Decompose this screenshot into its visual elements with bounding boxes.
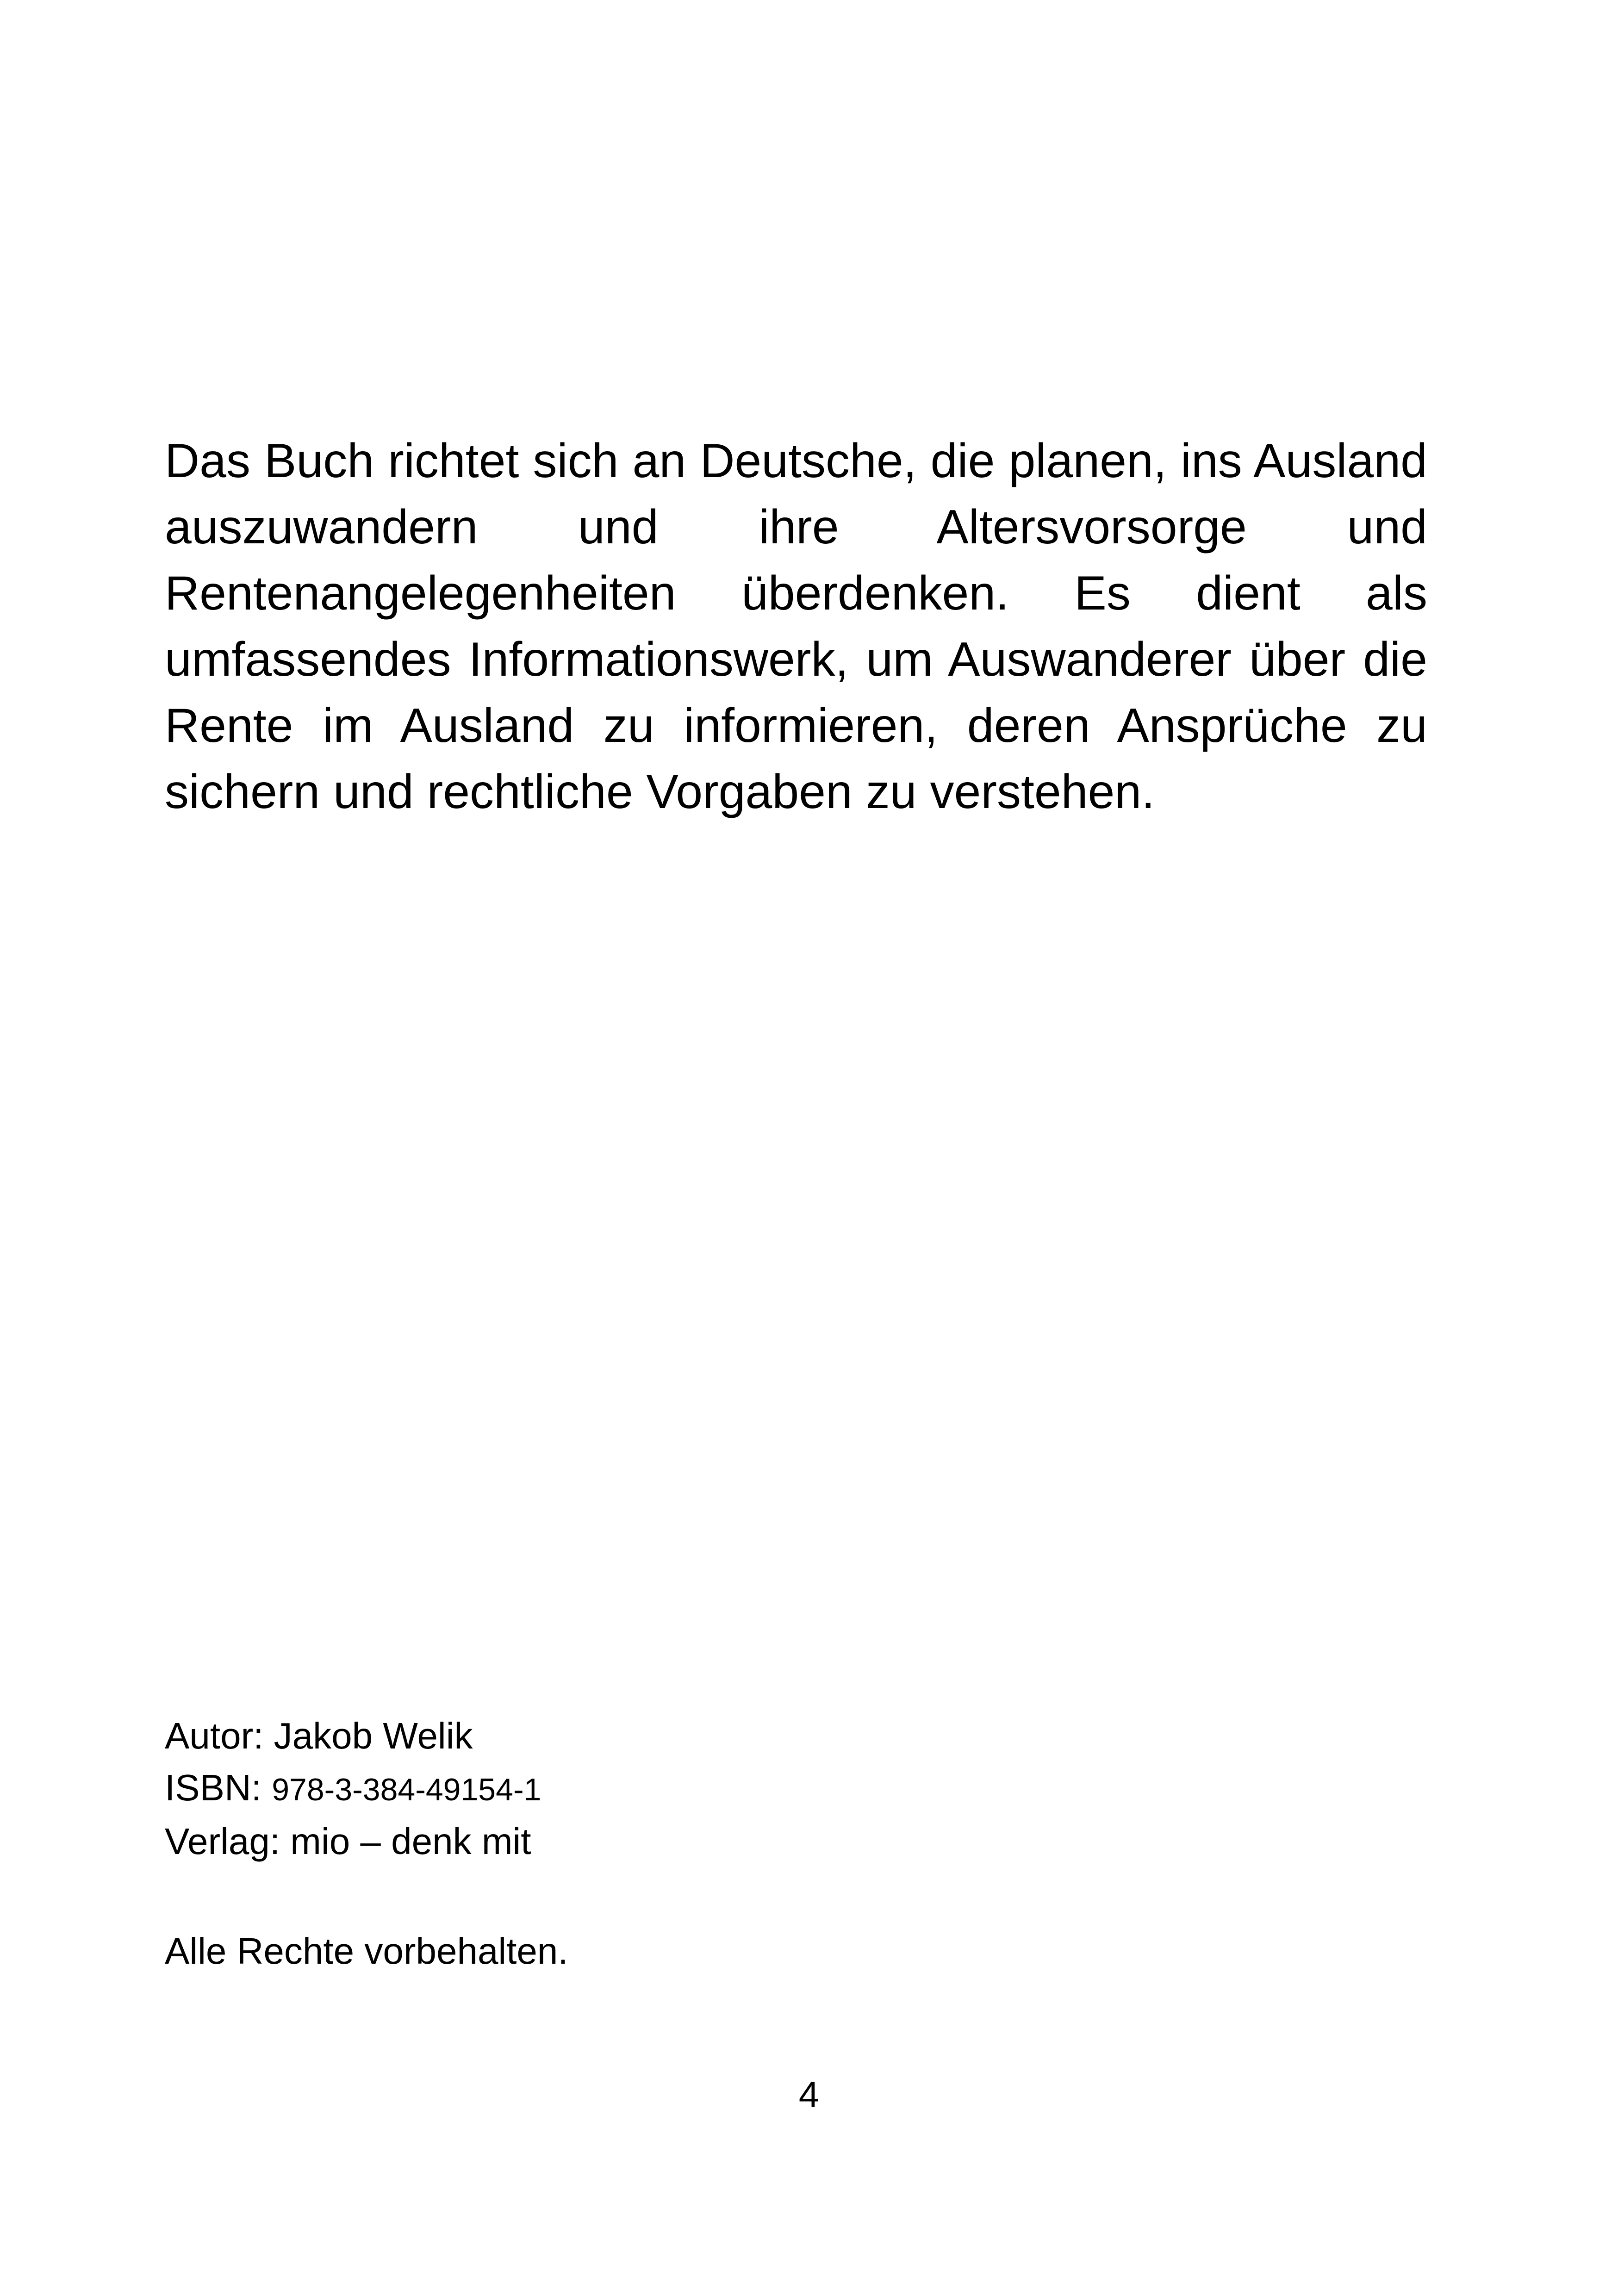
author-value: Jakob Welik [274,1715,473,1756]
publisher-label: Verlag: [165,1821,280,1862]
isbn-value: 978-3-384-49154-1 [272,1772,541,1807]
page-number: 4 [798,2074,820,2115]
author-label: Autor: [165,1715,264,1756]
publisher-value: mio – denk mit [290,1821,531,1862]
imprint-block [165,1710,1183,1867]
publisher-line [165,1816,1183,1867]
isbn-line [165,1762,1183,1816]
rights-notice: Alle Rechte vorbehalten. [165,1930,568,1972]
book-description: Das Buch richtet sich an Deutsche, die planen, ins Ausland auszuwandern und ihre Altersvorsorge und Rentenangelegenheiten überdenken. Es dient als umfassendes Informationswerk, um Auswanderer über die Rente im Ausland zu informieren, deren Ansprüche zu sichern und rechtliche Vorgaben zu verstehen. [165,434,1427,819]
isbn-label: ISBN: [165,1767,261,1808]
author-line [165,1710,1183,1762]
